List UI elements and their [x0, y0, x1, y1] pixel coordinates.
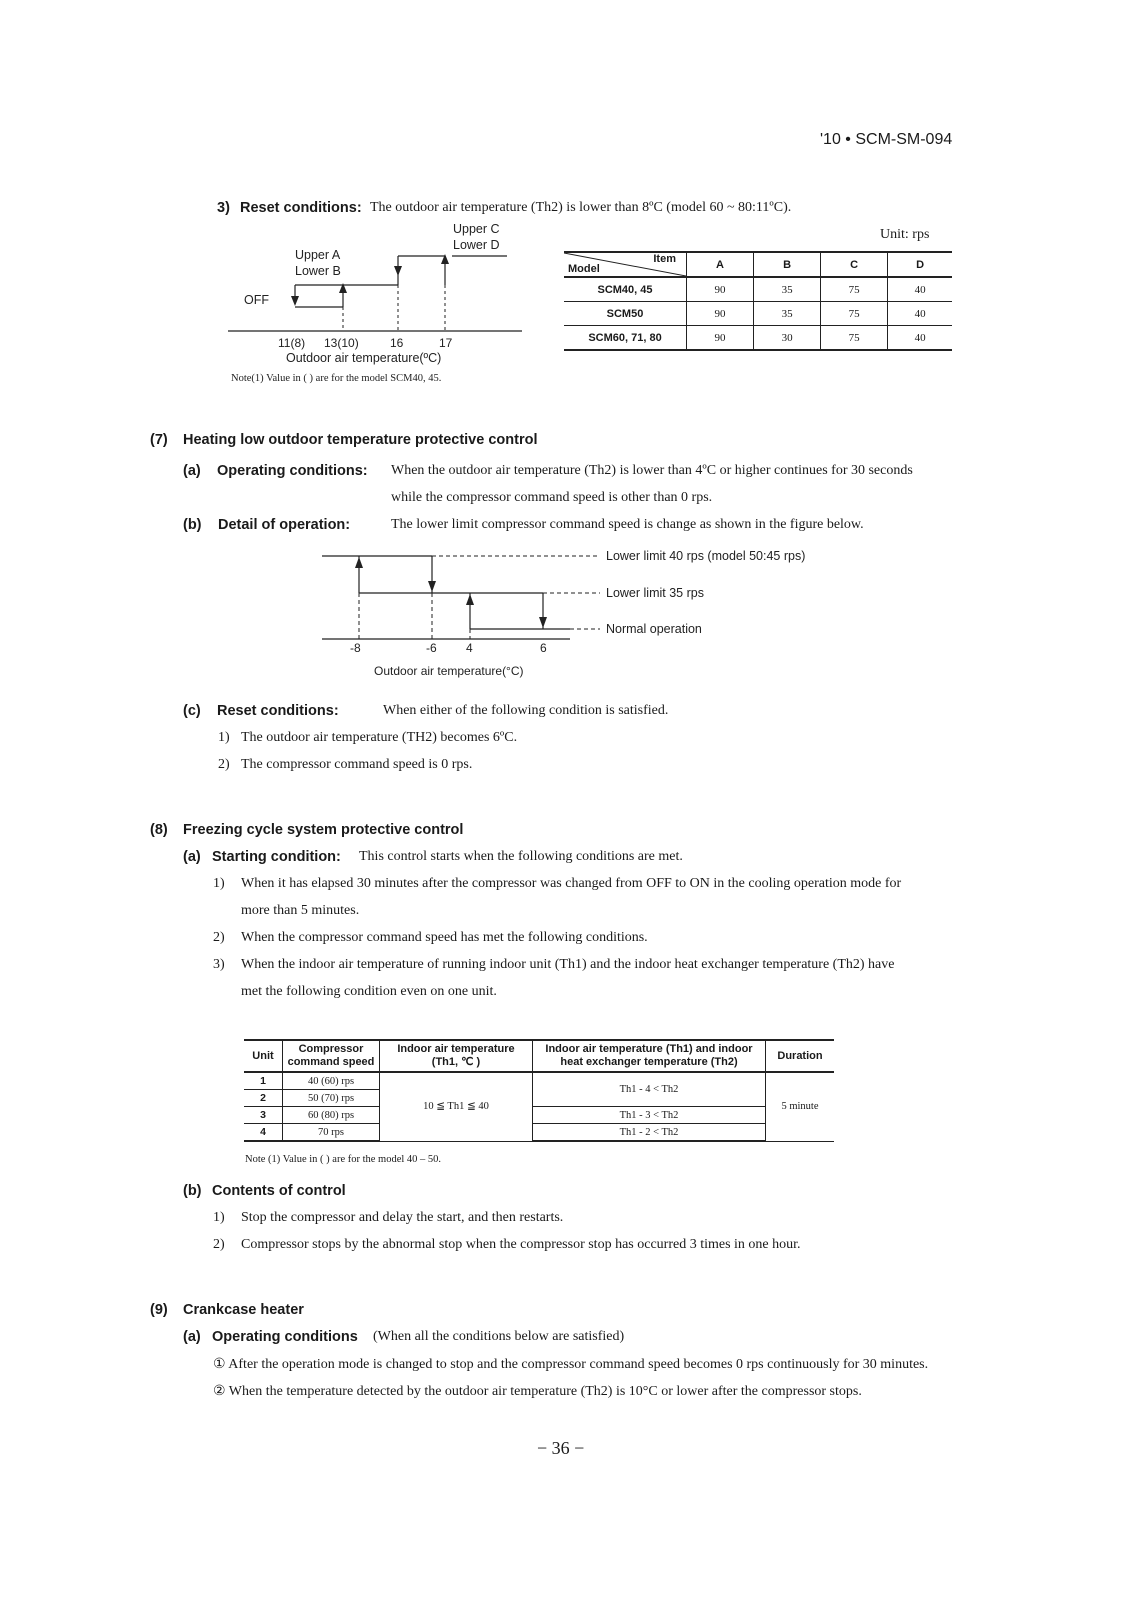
reset-hysteresis-diagram [220, 222, 540, 392]
s7-a-text-2: while the compressor command speed is other than 0 rps. [391, 490, 713, 505]
speed-cell: 40 (60) rps [283, 1072, 380, 1090]
indoor-temp-cell: 10 ≦ Th1 ≦ 40 [380, 1072, 533, 1141]
section-8-number: (8) [150, 822, 168, 838]
upper-c-label: Upper C [453, 222, 500, 236]
unit-cell: 4 [244, 1124, 283, 1142]
exchanger-cell: Th1 - 4 < Th2 [533, 1072, 766, 1107]
unit-cell: 1 [244, 1072, 283, 1090]
list-item: When it has elapsed 30 minutes after the compressor was changed from OFF to ON in the cooling operation mode for [241, 876, 902, 891]
tick-label: 6 [540, 641, 547, 655]
s7-c-label: (c) [183, 703, 201, 719]
tick-label: 4 [466, 641, 473, 655]
s7-a-text-1: When the outdoor air temperature (Th2) is lower than 4ºC or higher continues for 30 seconds [391, 463, 913, 478]
list-number: 1) [213, 1210, 225, 1225]
header-exchanger-line2: heat exchanger temperature (Th2) [560, 1056, 738, 1068]
lower-b-label: Lower B [295, 264, 341, 278]
table-row [564, 302, 952, 326]
list-item: ② When the temperature detected by the outdoor air temperature (Th2) is 10°C or lower after the compressor stops. [213, 1384, 862, 1399]
model-cell: SCM60, 71, 80 [564, 326, 687, 351]
list-item-continuation: met the following condition even on one unit. [241, 984, 497, 999]
lower-limit-diagram [320, 548, 840, 688]
value-cell: 90 [687, 326, 754, 351]
s7-b-text: The lower limit compressor command speed is change as shown in the figure below. [391, 517, 864, 532]
table-row [564, 277, 952, 302]
speed-cell: 70 rps [283, 1124, 380, 1142]
list-number: 1) [213, 876, 225, 891]
table-row [564, 326, 952, 351]
list-number: 2) [213, 1237, 225, 1252]
section-8-title: Freezing cycle system protective control [183, 822, 464, 838]
list-number: 2) [218, 757, 230, 772]
tick-label: 13(10) [324, 336, 359, 350]
off-label: OFF [244, 293, 269, 307]
s8-b-label: (b) [183, 1183, 202, 1199]
list-item: The outdoor air temperature (TH2) becomes 6ºC. [241, 730, 518, 745]
reset-title: Reset conditions: [240, 200, 362, 216]
value-cell: 40 [888, 302, 952, 326]
list-item: The compressor command speed is 0 rps. [241, 757, 473, 772]
table-row [244, 1072, 834, 1090]
page-number: − 36 − [537, 1438, 585, 1458]
unit-cell: 3 [244, 1107, 283, 1124]
value-cell: 90 [687, 302, 754, 326]
model-cell: SCM50 [564, 302, 687, 326]
lower-limit-35-label: Lower limit 35 rps [606, 586, 704, 600]
exchanger-cell: Th1 - 3 < Th2 [533, 1107, 766, 1124]
duration-cell: 5 minute [766, 1072, 835, 1141]
s8-a-label: (a) [183, 849, 201, 865]
header-compressor [283, 1040, 380, 1072]
speed-cell: 60 (80) rps [283, 1107, 380, 1124]
s9-a-text: (When all the conditions below are satisfied) [373, 1329, 625, 1344]
header-indoor-temp [380, 1040, 533, 1072]
value-cell: 40 [888, 277, 952, 302]
section-9-title: Crankcase heater [183, 1302, 304, 1318]
s7-c-text: When either of the following condition is satisfied. [383, 703, 669, 718]
lower-d-label: Lower D [453, 238, 500, 252]
value-cell: 40 [888, 326, 952, 351]
value-cell: 30 [754, 326, 821, 351]
reset-label: 3) [217, 200, 230, 216]
list-number: 3) [213, 957, 225, 972]
tick-label: 11(8) [278, 336, 306, 350]
upper-a-label: Upper A [295, 248, 341, 262]
header-indoor-line1: Indoor air temperature [397, 1043, 515, 1055]
table-note: Note (1) Value in ( ) are for the model 40 – 50. [245, 1154, 442, 1165]
s7-a-title: Operating conditions: [217, 463, 368, 479]
s7-a-label: (a) [183, 463, 201, 479]
unit-cell: 2 [244, 1090, 283, 1107]
tick-label: -6 [426, 641, 437, 655]
value-cell: 35 [754, 277, 821, 302]
table-row [244, 1124, 834, 1142]
header-unit: Unit [244, 1040, 283, 1072]
list-number: 1) [218, 730, 230, 745]
x-axis-label: Outdoor air temperature(°C) [374, 664, 524, 678]
document-code: '10 • SCM-SM-094 [820, 131, 953, 148]
s7-b-title: Detail of operation: [218, 517, 351, 533]
normal-operation-label: Normal operation [606, 622, 702, 636]
tick-label: 17 [439, 336, 453, 350]
x-axis-label: Outdoor air temperature(ºC) [286, 351, 442, 365]
diagram-note: Note(1) Value in ( ) are for the model SCM40, 45. [231, 373, 442, 384]
section-7-number: (7) [150, 432, 168, 448]
header-indoor-line2: (Th1, ℃ ) [431, 1056, 481, 1068]
s8-a-title: Starting condition: [212, 849, 341, 865]
s7-b-label: (b) [183, 517, 202, 533]
table-corner-cell [564, 252, 687, 277]
table-row [244, 1107, 834, 1124]
column-header: D [888, 252, 952, 277]
header-duration: Duration [766, 1040, 835, 1072]
list-item: When the compressor command speed has met the following conditions. [241, 930, 648, 945]
column-header: A [687, 252, 754, 277]
section-7-title: Heating low outdoor temperature protective control [183, 432, 538, 448]
list-number: 2) [213, 930, 225, 945]
list-item: When the indoor air temperature of running indoor unit (Th1) and the indoor heat exchanger temperature (Th2) have [241, 957, 895, 972]
list-item: ① After the operation mode is changed to stop and the compressor command speed becomes 0 rps continuously for 30 minutes. [213, 1357, 929, 1372]
s7-c-title: Reset conditions: [217, 703, 339, 719]
speed-cell: 50 (70) rps [283, 1090, 380, 1107]
column-header: B [754, 252, 821, 277]
list-item: Compressor stops by the abnormal stop when the compressor stop has occurred 3 times in one hour. [241, 1237, 801, 1252]
unit-label: Unit: rps [880, 227, 930, 242]
list-item: Stop the compressor and delay the start, and then restarts. [241, 1210, 564, 1225]
s9-a-label: (a) [183, 1329, 201, 1345]
tick-label: -8 [350, 641, 361, 655]
tick-label: 16 [390, 336, 404, 350]
value-cell: 90 [687, 277, 754, 302]
list-item-continuation: more than 5 minutes. [241, 903, 360, 918]
value-cell: 35 [754, 302, 821, 326]
value-cell: 75 [821, 277, 888, 302]
header-compressor-line2: command speed [287, 1056, 375, 1068]
value-cell: 75 [821, 326, 888, 351]
s8-a-text: This control starts when the following conditions are met. [359, 849, 683, 864]
model-cell: SCM40, 45 [564, 277, 687, 302]
corner-model-label: Model [568, 263, 600, 275]
header-exchanger [533, 1040, 766, 1072]
freezing-condition-table [244, 1039, 834, 1142]
corner-item-label: Item [653, 253, 676, 265]
header-exchanger-line1: Indoor air temperature (Th1) and indoor [545, 1043, 753, 1055]
section-9-number: (9) [150, 1302, 168, 1318]
exchanger-cell: Th1 - 2 < Th2 [533, 1124, 766, 1142]
lower-limit-40-label: Lower limit 40 rps (model 50:45 rps) [606, 549, 806, 563]
s9-a-title: Operating conditions [212, 1329, 358, 1345]
reset-text: The outdoor air temperature (Th2) is lower than 8ºC (model 60 ~ 80:11ºC). [370, 200, 792, 215]
s8-b-title: Contents of control [212, 1183, 346, 1199]
value-cell: 75 [821, 302, 888, 326]
header-compressor-line1: Compressor [298, 1043, 364, 1055]
rps-table [564, 251, 952, 351]
column-header: C [821, 252, 888, 277]
